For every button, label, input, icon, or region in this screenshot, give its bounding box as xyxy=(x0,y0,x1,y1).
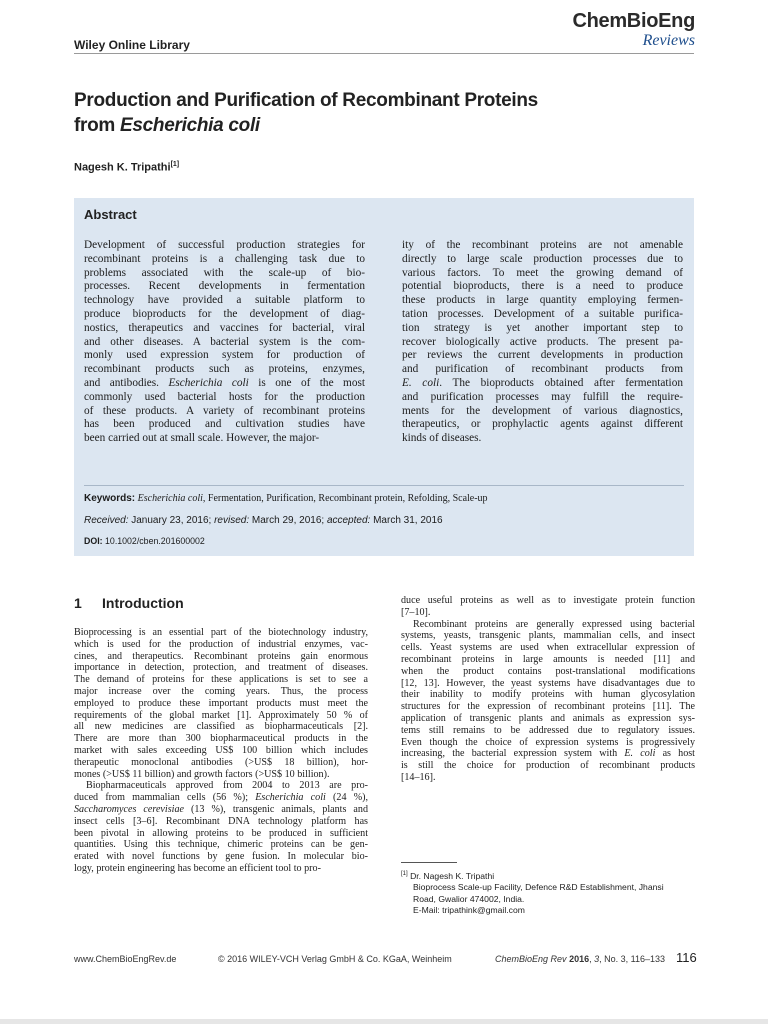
text-line: structures for the expression of recombinant proteins [11]. The xyxy=(401,701,695,713)
text-line: major increase over the coming years. Thus, the process xyxy=(74,685,368,697)
footnote-divider xyxy=(401,862,457,863)
journal-logo-name: ChemBioEng xyxy=(572,10,695,32)
text-line: is still the choice for production of recombinant products xyxy=(401,760,695,772)
journal-logo-subtitle: Reviews xyxy=(642,32,695,49)
italic-term: Saccharomyces cerevisiae xyxy=(74,803,184,815)
text-line: [12, 13]. However, the yeast systems have disadvantages due to xyxy=(401,677,695,689)
text-line: Recombinant proteins are generally expressed using bacterial xyxy=(413,618,695,630)
text-line: systems, yeasts, transgenic plants, mammalian cells, and insect xyxy=(401,630,695,642)
text-line: been pivotal in allowing proteins to be produced in sufficient xyxy=(74,827,368,839)
footnote-address-line-1: Bioprocess Scale-up Facility, Defence R&D Establishment, Jhansi xyxy=(413,882,664,893)
text-line: recombinant products such as proteins, enzymes, xyxy=(84,363,365,376)
text-line: therapeutic monoclonal antibodies (>US$ 18 billion), hor- xyxy=(74,756,368,768)
page-edge-strip xyxy=(0,1019,768,1024)
text-line: Saccharomyces cerevisiae (13 %), transgenic animals, plants and xyxy=(74,803,368,815)
text-line: all new medicines are classified as biopharmaceuticals [2]. xyxy=(74,721,368,733)
text-line: quantities. Using this technique, chimeric proteins can be gen- xyxy=(74,839,368,851)
text-line: problems associated with the scale-up of bio- xyxy=(84,266,365,279)
section-number: 1 xyxy=(74,595,82,611)
text-line: monly used expression system for production of xyxy=(84,349,365,362)
journal-website-link[interactable]: www.ChemBioEngRev.de xyxy=(74,954,177,964)
history-dates xyxy=(84,515,443,526)
doi-line xyxy=(84,536,205,546)
text-line: which is used for the production of industrial enzymes, vac- xyxy=(74,638,368,650)
author-byline xyxy=(74,161,179,174)
text-line: their inability to modify proteins with human glycosylation xyxy=(401,689,695,701)
text-line: technology have provided a suitable platform to xyxy=(84,294,365,307)
italic-term: E. coli xyxy=(402,376,440,389)
abstract-divider xyxy=(84,485,684,486)
abstract-heading: Abstract xyxy=(84,207,137,222)
text-line: duce useful proteins as well as to investigate protein function xyxy=(401,595,695,606)
text-line: has been produced and cultivation studies have xyxy=(84,418,365,431)
text-line: logy, protein engineering has become an efficient tool to pro- xyxy=(74,862,321,874)
text-line: ity of the recombinant proteins are not amenable xyxy=(402,239,683,251)
text-line: various factors. To meet the growing demand of xyxy=(402,266,683,279)
section-title: Introduction xyxy=(102,595,184,611)
journal-logo xyxy=(572,10,695,58)
citation-year: 2016 xyxy=(569,954,590,964)
text-line: recombinant proteins in large amounts is needed [11] and xyxy=(401,653,695,665)
body-column-right xyxy=(401,595,695,784)
text-line: market with sales exceeding US$ 100 billion which includes xyxy=(74,744,368,756)
text-line: [7–10]. xyxy=(401,606,431,618)
copyright-notice: © 2016 WILEY-VCH Verlag GmbH & Co. KGaA, Weinheim xyxy=(218,954,452,964)
text-line: produce bioproducts for the development of diag- xyxy=(84,307,365,320)
footnote-address-line-2: Road, Gwalior 474002, India. xyxy=(413,893,525,904)
italic-term: E. coli xyxy=(624,748,656,760)
text-line: application of transgenic plants and animals as expression sys- xyxy=(401,712,695,724)
body-column-left xyxy=(74,627,368,875)
citation-volume: 3 xyxy=(594,954,600,964)
text-line: potential bioproducts, there is a need to produce xyxy=(402,280,683,293)
doi-link[interactable]: 10.1002/cben.201600002 xyxy=(105,536,205,546)
author-footnote xyxy=(401,869,664,916)
text-line: these products in large quantity employing fermen- xyxy=(402,294,683,307)
text-line: been carried out at small scale. However, the major- xyxy=(84,432,320,445)
doi-label: DOI: xyxy=(84,536,103,546)
text-line: Even though the choice of expression systems is progressively xyxy=(401,736,695,748)
text-line: recover biologically active products. The present pa- xyxy=(402,335,683,348)
text-line: erated with novel functions by gene fusion. In molecular bio- xyxy=(74,851,368,863)
text-line: Biopharmaceuticals approved from 2004 to 2013 are pro- xyxy=(86,780,368,792)
text-line: requirements of the global market [1]. Approximately 50 % of xyxy=(74,709,368,721)
text-line: tems still remains to be addressed due to regulatory issues. xyxy=(401,724,695,736)
journal-citation: ChemBioEng Rev 2016, 3, No. 3, 116–133 xyxy=(495,954,666,964)
text-line: and purification processes may fulfill the require- xyxy=(402,390,683,403)
italic-term: Escherichia coli xyxy=(255,792,326,804)
text-line: E. coli. The bioproducts obtained after fermentation xyxy=(402,376,683,389)
page-number: 116 xyxy=(676,950,697,965)
keywords-list: , Fermentation, Purification, Recombinant protein, Refolding, Scale-up xyxy=(202,493,488,504)
text-line: nostics, therapeutics and vaccines for bacterial, viral xyxy=(84,321,365,334)
text-line: directly to large scale production processes due to xyxy=(402,252,683,265)
article-title-line-2 xyxy=(74,113,694,138)
received-label: Received: xyxy=(84,515,129,526)
text-line: Development of successful production strategies for xyxy=(84,239,365,251)
author-affiliation-mark: [1] xyxy=(170,161,180,168)
abstract-column-right xyxy=(402,239,683,446)
text-line: insect cells [3–6]. Recombinant DNA technology platform has xyxy=(74,815,368,827)
article-title xyxy=(74,88,694,138)
text-line: [14–16]. xyxy=(401,771,436,783)
citation-journal: ChemBioEng Rev xyxy=(495,954,567,964)
abstract-column-left xyxy=(84,239,365,446)
revised-label: revised: xyxy=(214,515,250,526)
italic-term: Escherichia coli xyxy=(168,376,249,389)
keyword-organism: Escherichia coli xyxy=(137,493,203,504)
text-line: mones (>US$ 11 billion) and growth factors (>US$ 10 billion). xyxy=(74,768,330,780)
author-name: Nagesh K. Tripathi xyxy=(74,161,171,174)
text-line: therapeutics, or prophylactic agents against different xyxy=(402,418,683,431)
text-line: when the product contains post-translational modifications xyxy=(401,665,695,677)
text-line: tation processes. Development of a suitable purifica- xyxy=(402,307,683,320)
keywords-label: Keywords: xyxy=(84,493,136,504)
text-line: kinds of diseases. xyxy=(402,432,482,445)
citation-issue-pages: , No. 3, 116–133 xyxy=(599,954,666,964)
article-title-line-1: Production and Purification of Recombinant Proteins xyxy=(74,90,538,111)
text-line: increasing, the bacterial expression system with E. coli as host xyxy=(401,748,695,760)
text-line: of these products. A variety of recombinant proteins xyxy=(84,404,365,417)
publisher-library-label: Wiley Online Library xyxy=(74,38,190,52)
footnote-email[interactable]: E-Mail: tripathink@gmail.com xyxy=(413,905,525,916)
text-line: employed to produce these important products must meet the xyxy=(74,697,368,709)
footnote-mark: [1] xyxy=(401,871,408,877)
text-line: duced from mammalian cells (56 %); Escherichia coli (24 %), xyxy=(74,792,368,804)
text-line: ments for the development of various diagnostics, xyxy=(402,404,683,417)
text-line: per reviews the current developments in production xyxy=(402,349,683,362)
accepted-date: March 31, 2016 xyxy=(373,515,443,526)
text-line: Bioprocessing is an essential part of the biotechnology industry, xyxy=(74,627,368,638)
text-line: The demand of proteins for these applications is set to see a xyxy=(74,674,368,686)
keywords-line xyxy=(84,493,684,504)
text-line: commonly used bacterial hosts for the production xyxy=(84,390,365,403)
text-line: processes. Recent developments in fermentation xyxy=(84,280,365,293)
text-line: recombinant proteins is a challenging task due to xyxy=(84,252,365,265)
received-date: January 23, 2016; xyxy=(131,515,212,526)
text-line: and other diseases. A bacterial system is the com- xyxy=(84,335,365,348)
text-line: tion strategy is yet another important step to xyxy=(402,321,683,334)
text-line: cines, and therapeutics. Recombinant proteins gain enormous xyxy=(74,650,368,662)
title-organism: Escherichia coli xyxy=(120,115,260,136)
revised-date: March 29, 2016; xyxy=(251,515,325,526)
accepted-label: accepted: xyxy=(326,515,371,526)
text-line: There are more than 300 biopharmaceutical products in the xyxy=(74,733,368,745)
footnote-author-name: Dr. Nagesh K. Tripathi xyxy=(410,870,495,881)
text-line: cells. Yeast systems are used when extracellular expression of xyxy=(401,642,695,654)
text-line: and purification of recombinant products from xyxy=(402,363,683,376)
text-line: and antibodies. Escherichia coli is one of the most xyxy=(84,376,365,389)
text-line: importance in detection, protection, and treatment of diseases. xyxy=(74,662,368,674)
title-prefix: from xyxy=(74,115,121,136)
